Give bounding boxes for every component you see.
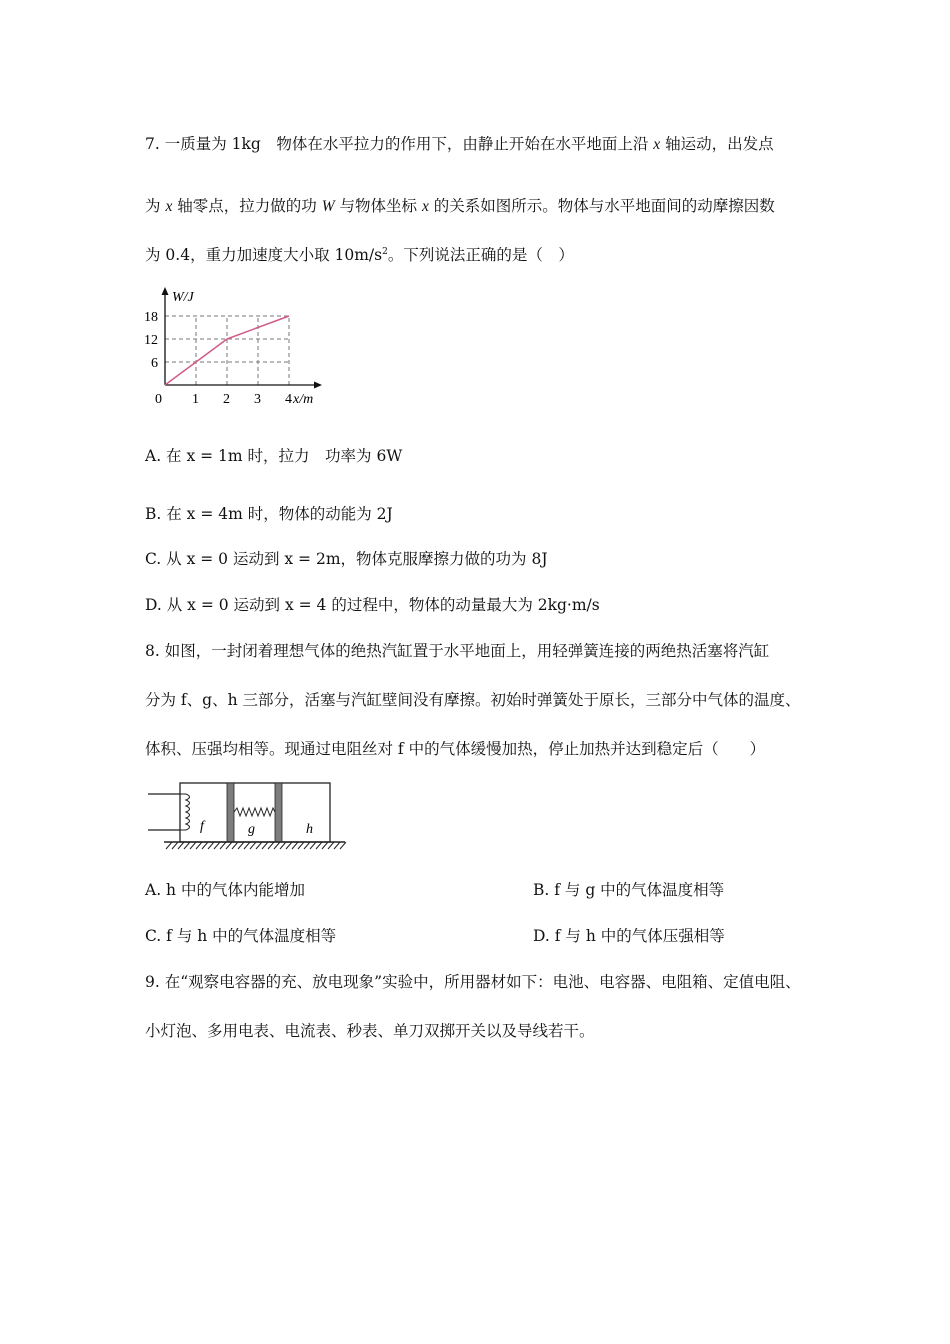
hatch-mark (166, 842, 172, 849)
q7-option-d[interactable]: D. 从 x = 0 运动到 x = 4 的过程中，物体的动量最大为 2kg·m/s (145, 596, 600, 614)
q7-stem-line3: 为 0.4，重力加速度大小取 $10m/s^2$。下列说法正确的是（ ） (145, 246, 574, 264)
hatch-mark (292, 842, 298, 849)
hatch-mark (316, 842, 322, 849)
y-tick-label-6: 6 (151, 356, 158, 371)
cylinder-figure (140, 775, 355, 855)
hatch-mark (226, 842, 232, 849)
hatch-mark (268, 842, 274, 849)
q7-stem-line1: 7. 一质量为 1kg 物体在水平拉力的作用下，由静止开始在水平地面上沿 x 轴运动，出发点 (145, 135, 774, 153)
hatch-mark (244, 842, 250, 849)
hatch-mark (238, 842, 244, 849)
q7-stem-line2: 为 x 轴零点，拉力做的功 W 与物体坐标 x 的关系如图所示。物体与水平地面间的动摩擦因数 (145, 197, 775, 215)
resistance-wire-coil (180, 794, 190, 830)
y-axis-arrow (162, 287, 169, 295)
origin-label: 0 (155, 392, 162, 407)
q7-option-a[interactable]: A. 在 x = 1m 时，拉力 功率为 6W (145, 447, 403, 465)
q8-stem-line1: 8. 如图，一封闭着理想气体的绝热汽缸置于水平地面上，用轻弹簧连接的两绝热活塞将汽缸 (145, 642, 770, 660)
hatch-mark (322, 842, 328, 849)
hatch-mark (298, 842, 304, 849)
hatch-mark (250, 842, 256, 849)
var-x: x (653, 136, 661, 153)
hatch-mark (208, 842, 214, 849)
y-tick-label-18: 18 (144, 310, 158, 325)
y-axis-label: W/J (172, 290, 194, 305)
hatch-mark (220, 842, 226, 849)
hatch-mark (334, 842, 340, 849)
hatch-mark (310, 842, 316, 849)
hatch-mark (286, 842, 292, 849)
hatch-mark (184, 842, 190, 849)
piston-left (227, 783, 234, 842)
q8-stem-line2: 分为 f、g、h 三部分，活塞与汽缸壁间没有摩擦。初始时弹簧处于原长，三部分中气体的温度、 (145, 691, 801, 709)
q8-option-d[interactable]: D. f 与 h 中的气体压强相等 (533, 927, 725, 945)
chart-tick-labels (144, 310, 292, 407)
q9-stem-line2: 小灯泡、多用电表、电流表、秒表、单刀双掷开关以及导线若干。 (145, 1022, 595, 1040)
q7-option-c[interactable]: C. 从 x = 0 运动到 x = 2m，物体克服摩擦力做的功为 8J (145, 550, 548, 568)
q8-option-b[interactable]: B. f 与 g 中的气体温度相等 (533, 881, 725, 899)
hatch-mark (202, 842, 208, 849)
hatch-mark (196, 842, 202, 849)
q8-option-c[interactable]: C. f 与 h 中的气体温度相等 (145, 927, 337, 945)
var-W: W (321, 198, 335, 215)
q7-option-b[interactable]: B. 在 x = 4m 时，物体的动能为 2J (145, 505, 393, 523)
chamber-h-label: h (306, 822, 313, 837)
hatch-mark (280, 842, 286, 849)
ground-hatching (166, 842, 346, 849)
chamber-g-label: g (248, 822, 255, 837)
q8-option-a[interactable]: A. h 中的气体内能增加 (145, 881, 305, 899)
hatch-mark (178, 842, 184, 849)
q8-stem-line3: 体积、压强均相等。现通过电阻丝对 f 中的气体缓慢加热，停止加热并达到稳定后（ ） (145, 740, 766, 758)
spring (234, 808, 275, 816)
x-tick-label-2: 2 (223, 392, 230, 407)
chart-grid (165, 316, 289, 385)
x-axis-label: x/m (293, 392, 314, 407)
hatch-mark (256, 842, 262, 849)
chamber-f-label: f (200, 819, 204, 834)
hatch-mark (274, 842, 280, 849)
hatch-mark (214, 842, 220, 849)
x-axis-arrow (314, 382, 322, 389)
q9-stem-line1: 9. 在“观察电容器的充、放电现象”实验中，所用器材如下：电池、电容器、电阻箱、定值电阻、 (145, 973, 801, 991)
x-tick-label-4: 4 (285, 392, 292, 407)
hatch-mark (262, 842, 268, 849)
y-tick-label-12: 12 (144, 333, 158, 348)
piston-right (275, 783, 282, 842)
hatch-mark (190, 842, 196, 849)
x-tick-label-1: 1 (192, 392, 199, 407)
hatch-mark (304, 842, 310, 849)
hatch-mark (172, 842, 178, 849)
x-tick-label-3: 3 (254, 392, 261, 407)
hatch-mark (232, 842, 238, 849)
w-x-chart (140, 280, 340, 415)
hatch-mark (340, 842, 346, 849)
hatch-mark (328, 842, 334, 849)
